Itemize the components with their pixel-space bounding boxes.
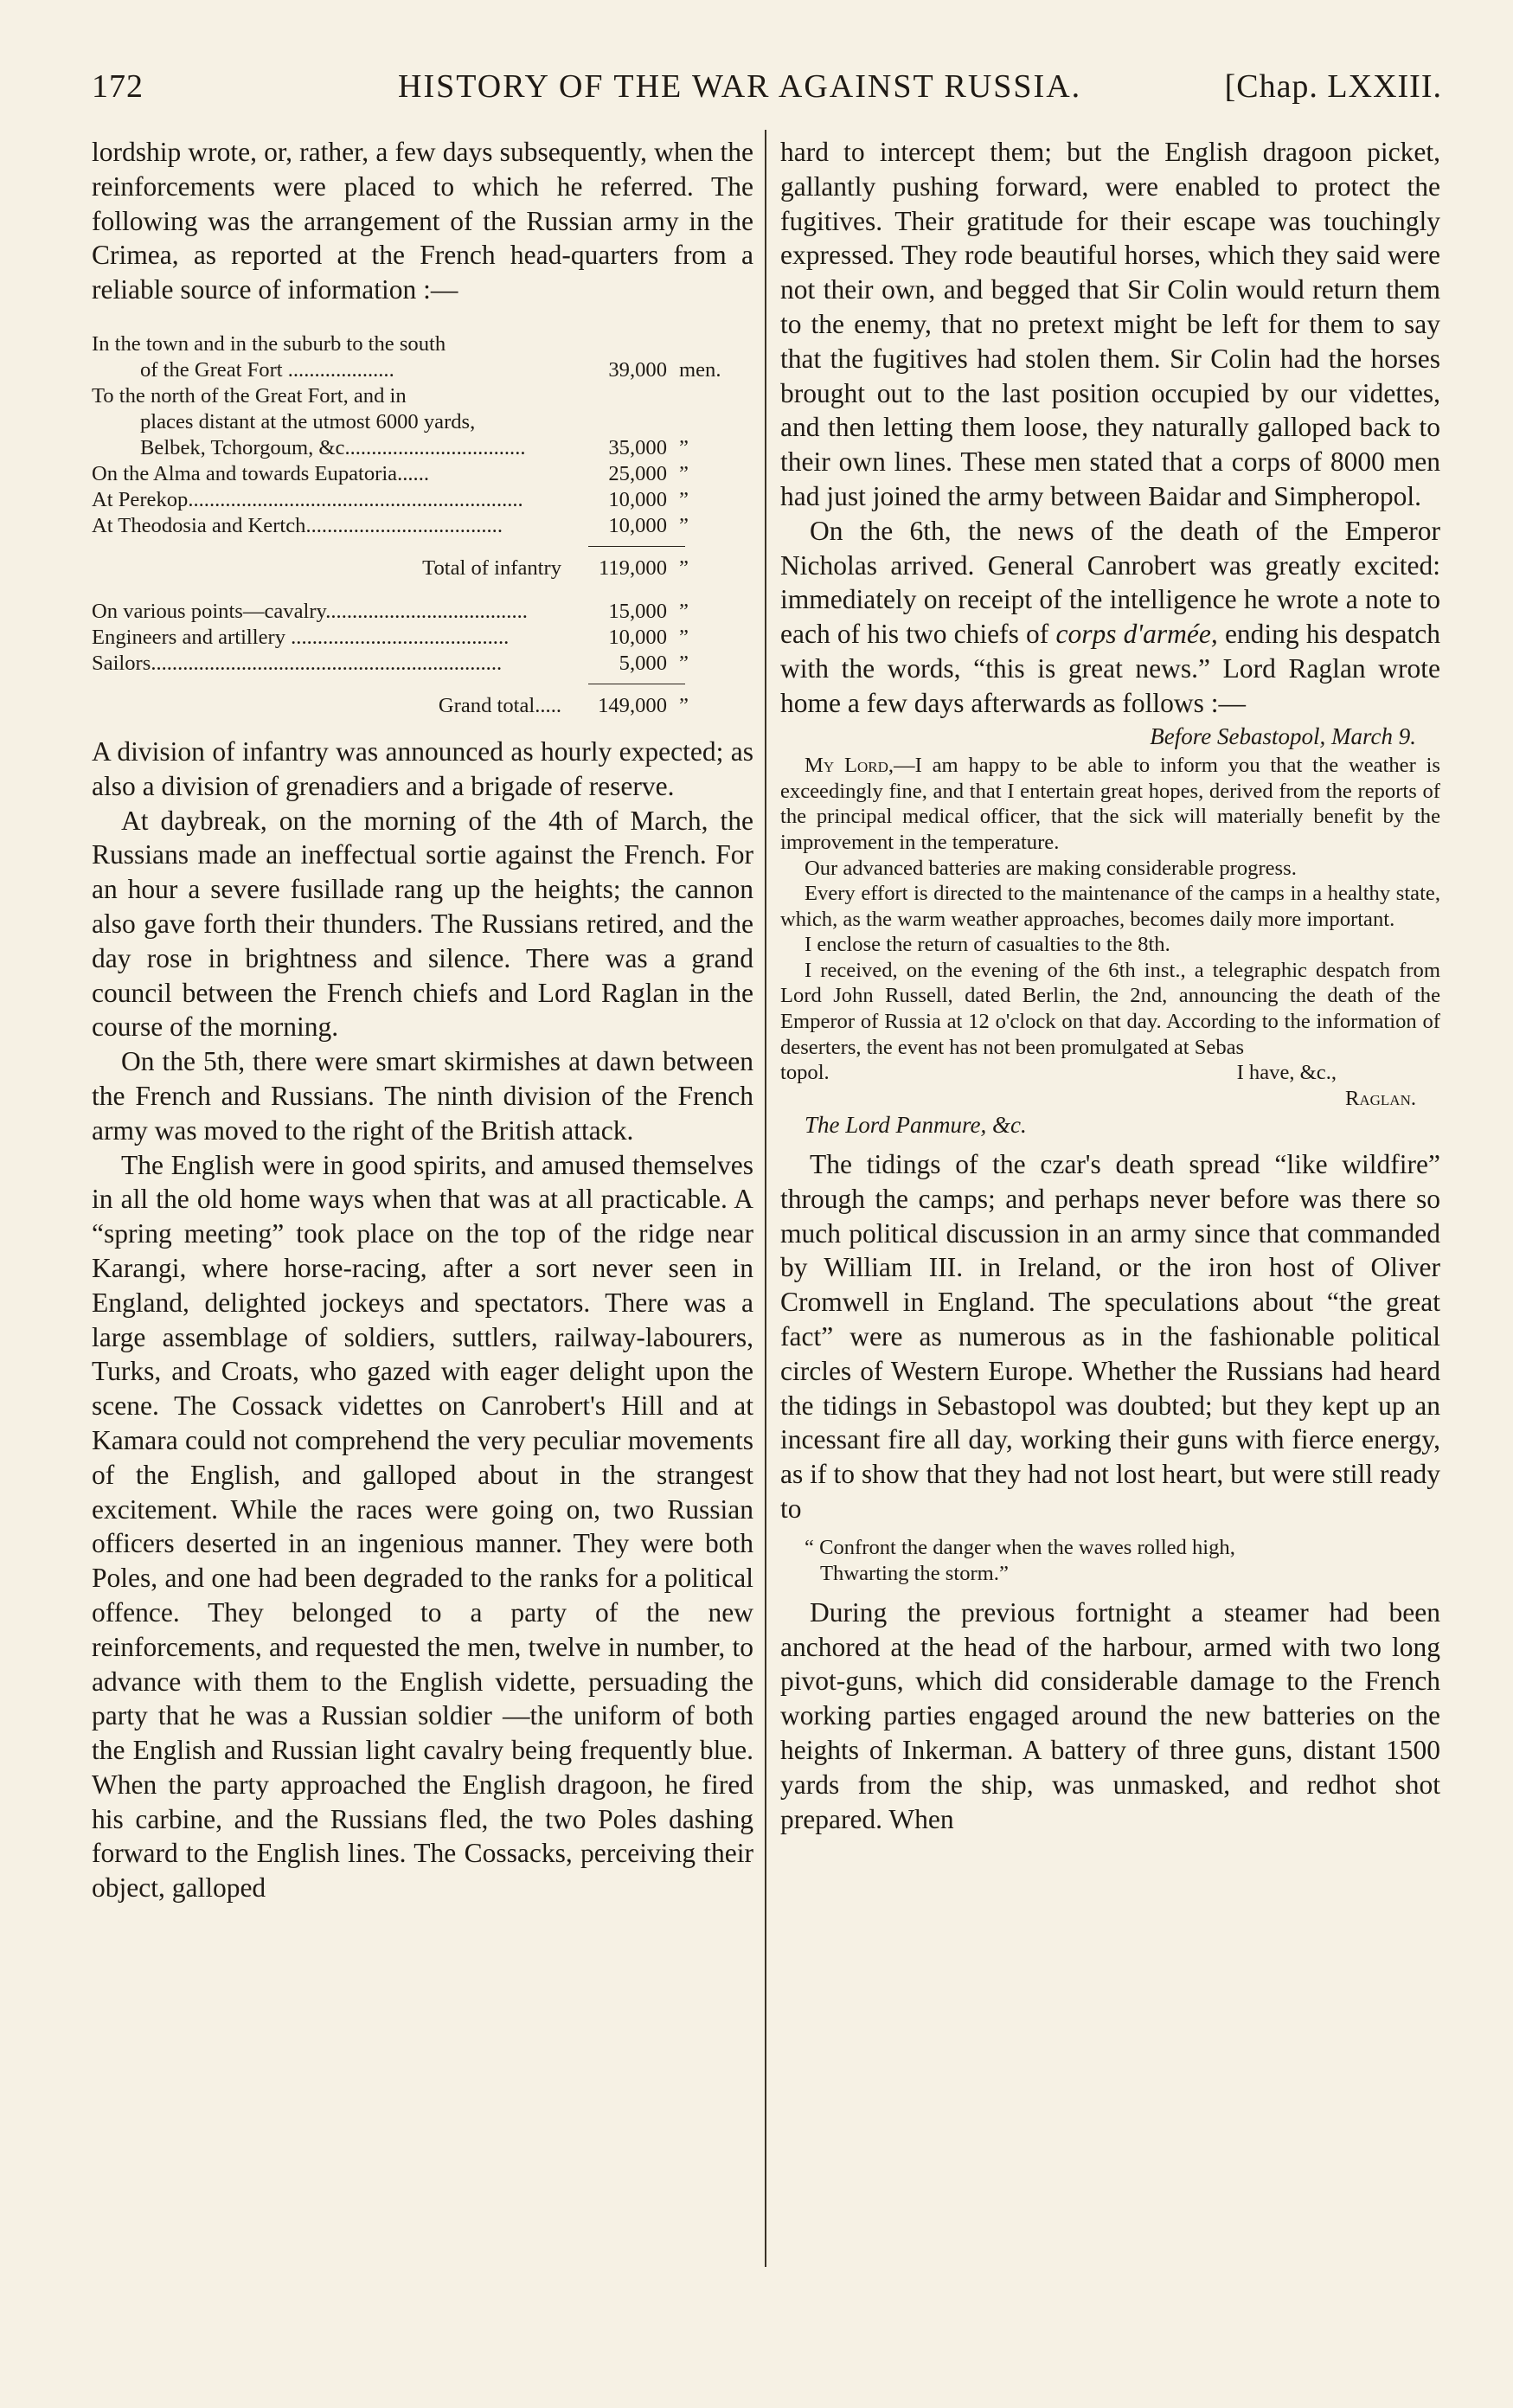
letter-dateline: Before Sebastopol, March 9. <box>1150 722 1416 749</box>
sum-rule <box>588 546 685 547</box>
table-row <box>92 409 753 435</box>
paragraph: hard to intercept them; but the English dragoon picket, gallantly pushing forward, were enabled to protect the fugitives. Their gratitude for their escape was touchingly expressed. They rode beautiful horses, which they said were not their own, and begged that Sir Colin would return them to the enemy, that no pretext might be left for them to say that the fugitives had stolen them. Sir Colin had the horses brought out to the last position occupied by our videttes, and then letting them loose, they naturally galloped back to their own lines. These men stated that a corps of 8000 men had just joined the army between Baidar and Simpheropol. <box>780 137 1440 511</box>
letter-text: topol. <box>780 1061 830 1085</box>
letter-closing-line <box>780 1060 1440 1086</box>
paragraph: The tidings of the czar's death spread “like wildfire” through the camps; and perhaps never before was there so much political discussion in an army since that commanded by William III. in Ireland, or the iron host of Oliver Cromwell in England. The speculations about “the great fact” were as numerous as in the fashionable political circles of Western Europe. Whether the Russians had heard the tidings in Sebastopol was doubted; but they kept up an incessant fire all day, working their guns with fierce energy, as if to show that they had not lost heart, but were still ready to <box>780 1149 1440 1525</box>
table-row <box>92 383 753 409</box>
letter-salutation: My Lord, <box>805 754 894 778</box>
page-number: 172 <box>92 68 144 105</box>
row-value: 10,000 <box>608 625 667 649</box>
table-row <box>92 599 753 625</box>
row-label: In the town and in the suburb to the south <box>92 331 446 356</box>
paragraph: At daybreak, on the morning of the 4th of March, the Russians made an ineffectual sortie against the French. For an hour a severe fusillade rang up the heights; the cannon also gave forth their thunders. The Russians retired, and the day rose in brightness and silence. There was a grand council between the French chiefs and Lord Raglan in the course of the morning. <box>92 805 753 1043</box>
letter-closing: I have, &c., <box>1236 1061 1337 1085</box>
table-row <box>92 625 753 651</box>
row-label: On various points—cavalry...................................... <box>92 599 528 623</box>
verse-line: Thwarting the storm.” <box>820 1561 1009 1585</box>
row-value: 10,000 <box>608 487 667 511</box>
table-row <box>92 513 753 539</box>
running-title: HISTORY OF THE WAR AGAINST RUSSIA. <box>398 68 1082 105</box>
ditto-mark: ” <box>679 625 689 649</box>
row-label: Total of infantry <box>422 555 561 580</box>
quoted-letter <box>780 724 1440 1140</box>
row-label: On the Alma and towards Eupatoria...... <box>92 461 429 485</box>
letter-paragraph: I enclose the return of casualties to the 8th. <box>805 933 1170 957</box>
paragraph: During the previous fortnight a steamer had been anchored at the head of the harbour, armed with two long pivot-guns, which did considerable damage to the French working parties engaged around the new batteries on the heights of Inkerman. A battery of three guns, distant 1500 yards from the ship, was unmasked, and redhot shot prepared. When <box>780 1596 1440 1834</box>
table-row <box>92 487 753 513</box>
paragraph: On the 6th, the news of the death of the Emperor Nicholas arrived. General Canrobert was greatly excited: immediately on receipt of the intelligence he wrote a note to each of his two chiefs of corps d'armée, ending his despatch with the words, “this is great news.” Lord Raglan wrote home a few days afterwards as follows :— <box>780 515 1440 718</box>
ditto-mark: ” <box>679 599 689 623</box>
ditto-mark: ” <box>679 435 689 459</box>
verse-line: “ Confront the danger when the waves rolled high, <box>805 1535 1235 1559</box>
table-row <box>92 555 753 581</box>
table-row <box>92 461 753 487</box>
ditto-mark: ” <box>679 461 689 485</box>
table-row <box>92 435 753 461</box>
column-rule <box>765 130 766 2267</box>
row-unit: men. <box>679 357 721 382</box>
row-value: 35,000 <box>608 435 667 459</box>
paragraph: lordship wrote, or, rather, a few days subsequently, when the reinforcements were placed to which he referred. The following was the arrangement of the Russian army in the Crimea, as reported at the French head-quarters from a reliable source of information :— <box>92 137 753 305</box>
chapter-label: [Chap. LXXIII. <box>1224 68 1442 105</box>
row-label: To the north of the Great Fort, and in <box>92 383 407 408</box>
letter-paragraph: Every effort is directed to the maintenance of the camps in a healthy state, which, as the warm weather approaches, becomes daily more important. <box>780 882 1440 931</box>
paragraph: The English were in good spirits, and amused themselves in all the old home ways when that was at all practicable. A “spring meeting” took place on the top of the ridge near Karangi, where horse-racing, after a sort never seen in England, delighted jockeys and spectators. There was a large assemblage of soldiers, suttlers, railway-labourers, Turks, and Croats, who gazed with eager delight upon the scene. The Cossack videttes on Canrobert's Hill and at Kamara could not comprehend the very peculiar movements of the English, and galloped about in the strangest excitement. While the races were going on, two Russian officers deserted in an ingenious manner. They were both Poles, and one had been degraded to the ranks for a political offence. They belonged to a party of the new reinforcements, and requested the men, twelve in number, to advance with them to the English vidette, persuading the party that he was a Russian soldier —the uniform of both the English and Russian light cavalry being frequently blue. When the party approached the English dragoon, he fired his carbine, and the Russians fled, the two Poles dashing forward to the English lines. The Cossacks, perceiving their object, galloped <box>92 1149 753 1904</box>
running-header <box>92 61 1442 112</box>
row-value: 39,000 <box>608 357 667 382</box>
row-label: At Perekop............................................................... <box>92 487 523 511</box>
row-label: At Theodosia and Kertch..................................... <box>92 513 503 537</box>
ditto-mark: ” <box>679 487 689 511</box>
row-value: 119,000 <box>598 555 667 580</box>
table-row <box>92 357 753 383</box>
ditto-mark: ” <box>679 513 689 537</box>
letter-paragraph: I received, on the evening of the 6th inst., a telegraphic despatch from Lord John Russell, dated Berlin, the 2nd, announcing the death of the Emperor of Russia at 12 o'clock on that day. According to the information of deserters, the event has not been promulgated at Sebas <box>780 958 1440 1059</box>
emphasis: corps d'armée, <box>1055 619 1218 650</box>
ditto-mark: ” <box>679 693 689 717</box>
table-row <box>92 693 753 719</box>
table-row <box>92 331 753 357</box>
letter-signature: Raglan. <box>1344 1086 1416 1110</box>
letter-paragraph: Our advanced batteries are making considerable progress. <box>805 856 1297 880</box>
ditto-mark: ” <box>679 651 689 675</box>
army-table <box>92 331 753 719</box>
row-value: 10,000 <box>608 513 667 537</box>
row-label: Engineers and artillery ......................................... <box>92 625 510 649</box>
letter-paragraph: My Lord,—I am happy to be able to inform you that the weather is exceedingly fine, and that I entertain great hopes, derived from the reports of the principal medical officer, that the sick will materially benefit by the improvement in the temperature. <box>780 754 1440 854</box>
left-column <box>92 135 753 1905</box>
row-label: Sailors.................................................................. <box>92 651 503 675</box>
paragraph: A division of infantry was announced as hourly expected; as also a division of grenadiers and a brigade of reserve. <box>92 735 753 801</box>
row-value: 5,000 <box>619 651 667 675</box>
row-label: Belbek, Tchorgoum, &c.................................. <box>140 435 526 459</box>
paragraph: On the 5th, there were smart skirmishes at dawn between the French and Russians. The ninth division of the French army was moved to the right of the British attack. <box>92 1046 753 1146</box>
row-label: of the Great Fort .................... <box>140 357 394 382</box>
right-column <box>780 135 1440 1836</box>
row-value: 15,000 <box>608 599 667 623</box>
row-label: places distant at the utmost 6000 yards, <box>140 409 476 433</box>
ditto-mark: ” <box>679 555 689 580</box>
row-value: 25,000 <box>608 461 667 485</box>
table-row <box>92 651 753 677</box>
verse-quote <box>805 1535 1440 1587</box>
letter-addressee: The Lord Panmure, &c. <box>805 1112 1027 1139</box>
row-value: 149,000 <box>598 693 667 717</box>
row-label: Grand total..... <box>438 693 561 717</box>
